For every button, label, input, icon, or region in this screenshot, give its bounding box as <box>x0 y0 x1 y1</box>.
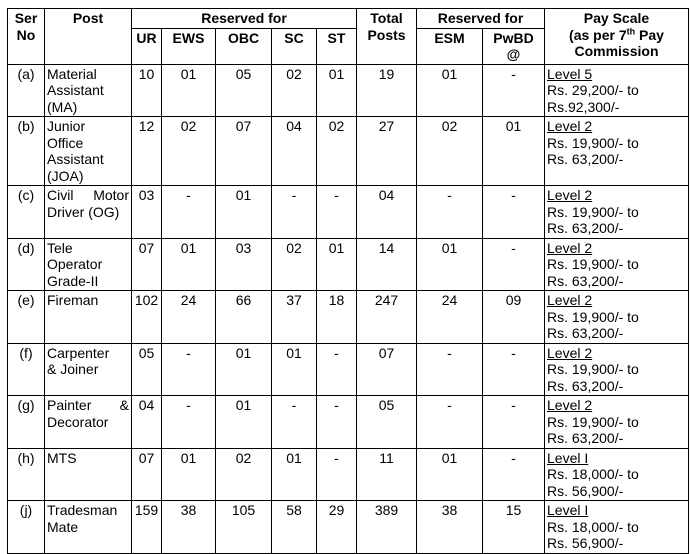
pwbd-cell: - <box>483 64 545 117</box>
sc-cell: 01 <box>272 448 317 501</box>
ur-cell: 12 <box>132 117 162 186</box>
sc-cell: 37 <box>272 291 317 344</box>
pay-range-line: Rs. 63,200/- <box>547 377 624 394</box>
table-row <box>8 501 689 554</box>
obc-cell: 01 <box>216 343 272 396</box>
post-cell <box>45 501 132 554</box>
post-line: Tradesman <box>47 502 118 518</box>
ser-no-cell: (g) <box>8 396 45 449</box>
pay-range-line: Rs. 63,200/- <box>547 272 624 289</box>
post-cell <box>45 448 132 501</box>
total-cell: 247 <box>357 291 417 344</box>
pwbd-cell: - <box>483 238 545 291</box>
header-sc: SC <box>272 28 317 64</box>
pwbd-cell: - <box>483 396 545 449</box>
post-line: Mate <box>47 518 79 535</box>
pay-range-line: Rs. 18,000/- to <box>547 466 639 482</box>
ews-cell: 02 <box>162 117 216 186</box>
post-cell <box>45 64 132 117</box>
esm-cell: 38 <box>417 501 483 554</box>
post-cell <box>45 238 132 291</box>
table-row <box>8 64 689 117</box>
st-cell: 18 <box>317 291 357 344</box>
total-cell: 389 <box>357 501 417 554</box>
post-line: Carpenter <box>47 344 110 361</box>
pay-range-line: Rs. 63,200/- <box>547 325 624 341</box>
header-ews: EWS <box>162 28 216 64</box>
pwbd-cell: 09 <box>483 291 545 344</box>
post-cell <box>45 291 132 344</box>
total-cell: 04 <box>357 186 417 239</box>
st-cell: 01 <box>317 238 357 291</box>
ser-no-cell: (e) <box>8 291 45 344</box>
posts-table <box>7 8 689 554</box>
pay-scale-cell <box>545 117 689 186</box>
ser-no-cell: (f) <box>8 343 45 396</box>
ser-no-cell: (c) <box>8 186 45 239</box>
ser-no-cell: (h) <box>8 448 45 501</box>
pay-scale-cell <box>545 238 689 291</box>
obc-cell: 66 <box>216 291 272 344</box>
pwbd-cell: - <box>483 448 545 501</box>
pay-level: Level 2 <box>547 397 593 413</box>
pay-range-line: Rs. 19,900/- to <box>547 308 639 325</box>
pay-range-line: Rs.92,300/- <box>547 98 620 115</box>
ews-cell: - <box>162 186 216 239</box>
ur-cell: 07 <box>132 238 162 291</box>
esm-cell: - <box>417 396 483 449</box>
ews-cell: 24 <box>162 291 216 344</box>
post-line: Junior <box>47 118 86 134</box>
header-pwbd: PwBD @ <box>483 28 545 64</box>
pay-range-line: Rs. 56,900/- <box>547 482 624 499</box>
esm-cell: 01 <box>417 238 483 291</box>
post-line: Operator <box>47 256 103 272</box>
total-cell: 11 <box>357 448 417 501</box>
sc-cell: - <box>272 396 317 449</box>
obc-cell: 03 <box>216 238 272 291</box>
post-line: & Joiner <box>47 361 99 377</box>
table-row <box>8 448 689 501</box>
ews-cell: 01 <box>162 238 216 291</box>
pay-scale-cell <box>545 186 689 239</box>
ser-no-cell: (a) <box>8 64 45 117</box>
ews-cell: 38 <box>162 501 216 554</box>
pay-level: Level I <box>547 502 589 518</box>
obc-cell: 105 <box>216 501 272 554</box>
post-cell <box>45 186 132 239</box>
post-line: Fireman <box>47 292 99 308</box>
table-row <box>8 117 689 186</box>
ser-no-cell: (b) <box>8 117 45 186</box>
sc-cell: - <box>272 186 317 239</box>
sc-cell: 02 <box>272 238 317 291</box>
post-line: Painter & <box>47 397 129 413</box>
pay-level: Level 2 <box>547 187 593 203</box>
esm-cell: - <box>417 186 483 239</box>
esm-cell: - <box>417 343 483 396</box>
pay-range-line: Rs. 19,900/- to <box>547 256 639 272</box>
pwbd-cell: 15 <box>483 501 545 554</box>
post-line: (JOA) <box>47 167 84 184</box>
pwbd-cell: - <box>483 186 545 239</box>
pay-scale-cell <box>545 396 689 449</box>
ur-cell: 07 <box>132 448 162 501</box>
pay-scale-cell <box>545 448 689 501</box>
ser-no-cell: (d) <box>8 238 45 291</box>
table-row <box>8 186 689 239</box>
header-post: Post <box>45 9 132 65</box>
table-row <box>8 396 689 449</box>
post-cell <box>45 117 132 186</box>
ur-cell: 159 <box>132 501 162 554</box>
header-reserved-for: Reserved for <box>132 9 357 29</box>
post-line: Tele <box>47 239 73 256</box>
obc-cell: 01 <box>216 186 272 239</box>
table-row <box>8 238 689 291</box>
pay-level: Level 2 <box>547 292 593 308</box>
ur-cell: 05 <box>132 343 162 396</box>
ur-cell: 04 <box>132 396 162 449</box>
pay-level: Level 5 <box>547 65 593 82</box>
header-total-posts: Total Posts <box>357 9 417 65</box>
total-cell: 05 <box>357 396 417 449</box>
st-cell: 29 <box>317 501 357 554</box>
post-line: Assistant <box>47 151 104 167</box>
esm-cell: 02 <box>417 117 483 186</box>
pay-level: Level 2 <box>547 239 593 256</box>
sc-cell: 58 <box>272 501 317 554</box>
total-cell: 07 <box>357 343 417 396</box>
obc-cell: 05 <box>216 64 272 117</box>
header-pay-scale: Pay Scale (as per 7th Pay Commission <box>545 9 689 65</box>
post-line: (MA) <box>47 98 78 115</box>
post-cell <box>45 396 132 449</box>
st-cell: - <box>317 186 357 239</box>
header-esm: ESM <box>417 28 483 64</box>
ur-cell: 10 <box>132 64 162 117</box>
pwbd-cell: 01 <box>483 117 545 186</box>
st-cell: - <box>317 448 357 501</box>
header-ser: Ser No <box>8 9 45 65</box>
post-line: Driver (OG) <box>47 203 120 220</box>
table-row <box>8 343 689 396</box>
st-cell: - <box>317 343 357 396</box>
obc-cell: 07 <box>216 117 272 186</box>
post-line: Office <box>47 134 84 151</box>
post-line: Decorator <box>47 413 109 430</box>
total-cell: 19 <box>357 64 417 117</box>
pay-level: Level 2 <box>547 344 593 361</box>
post-line: Assistant <box>47 82 104 98</box>
st-cell: 02 <box>317 117 357 186</box>
pay-range-line: Rs. 19,900/- to <box>547 361 639 377</box>
pay-level: Level 2 <box>547 118 593 134</box>
header-reserved-for-2: Reserved for <box>417 9 545 29</box>
ews-cell: 01 <box>162 64 216 117</box>
header-ur: UR <box>132 28 162 64</box>
pay-scale-cell <box>545 343 689 396</box>
pay-scale-cell <box>545 64 689 117</box>
pay-level: Level I <box>547 449 589 466</box>
ews-cell: - <box>162 343 216 396</box>
pay-range-line: Rs. 19,900/- to <box>547 413 639 430</box>
obc-cell: 02 <box>216 448 272 501</box>
pay-scale-cell <box>545 501 689 554</box>
ur-cell: 102 <box>132 291 162 344</box>
pay-range-line: Rs. 19,900/- to <box>547 134 639 151</box>
pay-range-line: Rs. 63,200/- <box>547 430 624 446</box>
post-cell <box>45 343 132 396</box>
pwbd-cell: - <box>483 343 545 396</box>
pay-range-line: Rs. 63,200/- <box>547 220 624 236</box>
total-cell: 27 <box>357 117 417 186</box>
sc-cell: 01 <box>272 343 317 396</box>
ews-cell: - <box>162 396 216 449</box>
pay-range-line: Rs. 18,000/- to <box>547 518 639 535</box>
post-line: Material <box>47 65 97 82</box>
esm-cell: 01 <box>417 448 483 501</box>
esm-cell: 01 <box>417 64 483 117</box>
pay-range-line: Rs. 29,200/- to <box>547 82 639 98</box>
post-line: Grade-II <box>47 272 99 289</box>
obc-cell: 01 <box>216 396 272 449</box>
header-obc: OBC <box>216 28 272 64</box>
post-line: MTS <box>47 449 77 466</box>
ews-cell: 01 <box>162 448 216 501</box>
pay-range-line: Rs. 56,900/- <box>547 535 624 551</box>
pay-range-line: Rs. 19,900/- to <box>547 203 639 220</box>
st-cell: 01 <box>317 64 357 117</box>
ur-cell: 03 <box>132 186 162 239</box>
sc-cell: 02 <box>272 64 317 117</box>
header-st: ST <box>317 28 357 64</box>
total-cell: 14 <box>357 238 417 291</box>
pay-range-line: Rs. 63,200/- <box>547 151 624 167</box>
sc-cell: 04 <box>272 117 317 186</box>
st-cell: - <box>317 396 357 449</box>
post-line: Civil Motor <box>47 187 129 203</box>
table-row <box>8 291 689 344</box>
pay-scale-cell <box>545 291 689 344</box>
ser-no-cell: (j) <box>8 501 45 554</box>
esm-cell: 24 <box>417 291 483 344</box>
